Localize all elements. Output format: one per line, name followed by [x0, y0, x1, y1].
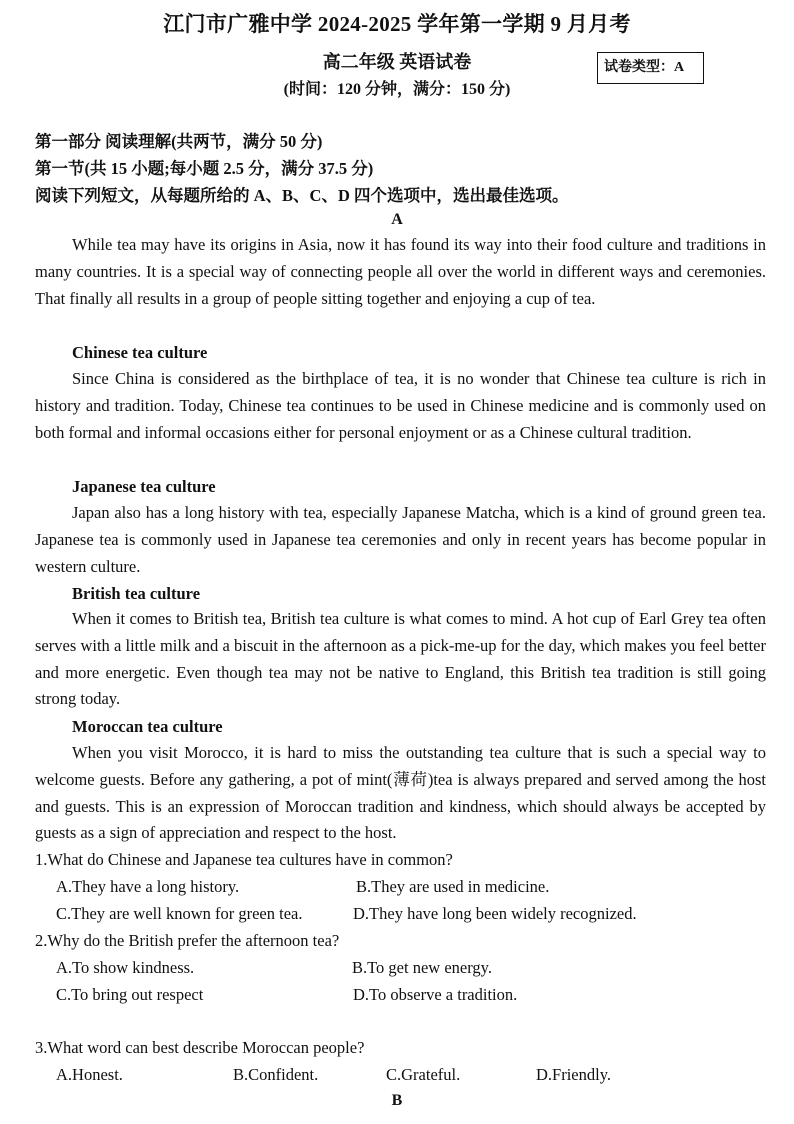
question-1-option-a: A.They have a long history.: [56, 877, 240, 896]
exam-title: 江门市广雅中学 2024-2025 学年第一学期 9 月月考: [163, 12, 631, 36]
british-tea-text: When it comes to British tea, British tea culture is what comes to mind. A hot cup of Earl Grey tea often serves with a little milk and a biscuit in the afternoon as a pick-me-up for the day, which makes you feel better and more energetic. Even though tea may not be native to England, this British tea tradition is still going strong today.: [35, 609, 766, 709]
question-2-option-b: B.To get new energy.: [352, 958, 492, 977]
question-2-option-d: D.To observe a tradition.: [353, 985, 518, 1004]
passage-b-label: B: [391, 1092, 403, 1109]
question-1-option-c: C.They are well known for green tea.: [56, 904, 303, 923]
question-1-stem: 1.What do Chinese and Japanese tea cultures have in common?: [35, 850, 453, 869]
moroccan-tea-heading: Moroccan tea culture: [72, 717, 223, 736]
moroccan-tea-text: When you visit Morocco, it is hard to miss the outstanding tea culture that is such a special way to welcome guests. Before any gathering, a pot of mint(薄荷)tea is always prepared and served among the host and guests. This is an expression of Moroccan tradition and kindness, which should always be accepted by guests as a sign of appreciation and respect to the host.: [35, 743, 766, 843]
question-3-option-d: D.Friendly.: [536, 1065, 612, 1084]
question-3-option-c: C.Grateful.: [386, 1065, 461, 1084]
question-3-option-a: A.Honest.: [56, 1065, 123, 1084]
passage-a-label: A: [391, 211, 403, 228]
time-info: (时间：120 分钟，满分：150 分): [283, 81, 511, 98]
instruction-text: 阅读下列短文，从每题所给的 A、B、C、D 四个选项中，选出最佳选项。: [35, 186, 569, 205]
exam-subtitle: 高二年级 英语试卷: [322, 52, 472, 72]
japanese-tea-heading: Japanese tea culture: [72, 477, 216, 496]
section-heading: 第一节(共 15 小题;每小题 2.5 分，满分 37.5 分): [35, 159, 374, 178]
chinese-tea-heading: Chinese tea culture: [72, 343, 208, 362]
question-1-option-b: B.They are used in medicine.: [356, 877, 550, 896]
chinese-tea-text: Since China is considered as the birthplace of tea, it is no wonder that Chinese tea culture is rich in history and tradition. Today, Chinese tea continues to be used in Chinese medicine and is commonly used on both formal and informal occasions either for personal enjoyment or as a Chinese cultural tradition.: [35, 369, 766, 442]
question-2-option-a: A.To show kindness.: [56, 958, 195, 977]
part-heading: 第一部分 阅读理解(共两节，满分 50 分): [35, 132, 323, 151]
question-3-option-b: B.Confident.: [233, 1065, 319, 1084]
british-tea-heading: British tea culture: [72, 584, 201, 603]
passage-a-intro: While tea may have its origins in Asia, now it has found its way into their food culture and traditions in many countries. It is a special way of connecting people all over the world in different ways and ceremonies. That finally all results in a group of people sitting together and enjoying a cup of tea.: [35, 235, 766, 308]
question-3-stem: 3.What word can best describe Moroccan people?: [35, 1038, 365, 1057]
paper-type-box: 试卷类型：A: [597, 52, 704, 84]
question-2-stem: 2.Why do the British prefer the afternoon tea?: [35, 931, 340, 950]
question-2-option-c: C.To bring out respect: [56, 985, 204, 1004]
question-1-option-d: D.They have long been widely recognized.: [353, 904, 637, 923]
japanese-tea-text: Japan also has a long history with tea, especially Japanese Matcha, which is a kind of ground green tea. Japanese tea is commonly used in Japanese tea ceremonies and only in recent years has become popular in western culture.: [35, 503, 766, 576]
